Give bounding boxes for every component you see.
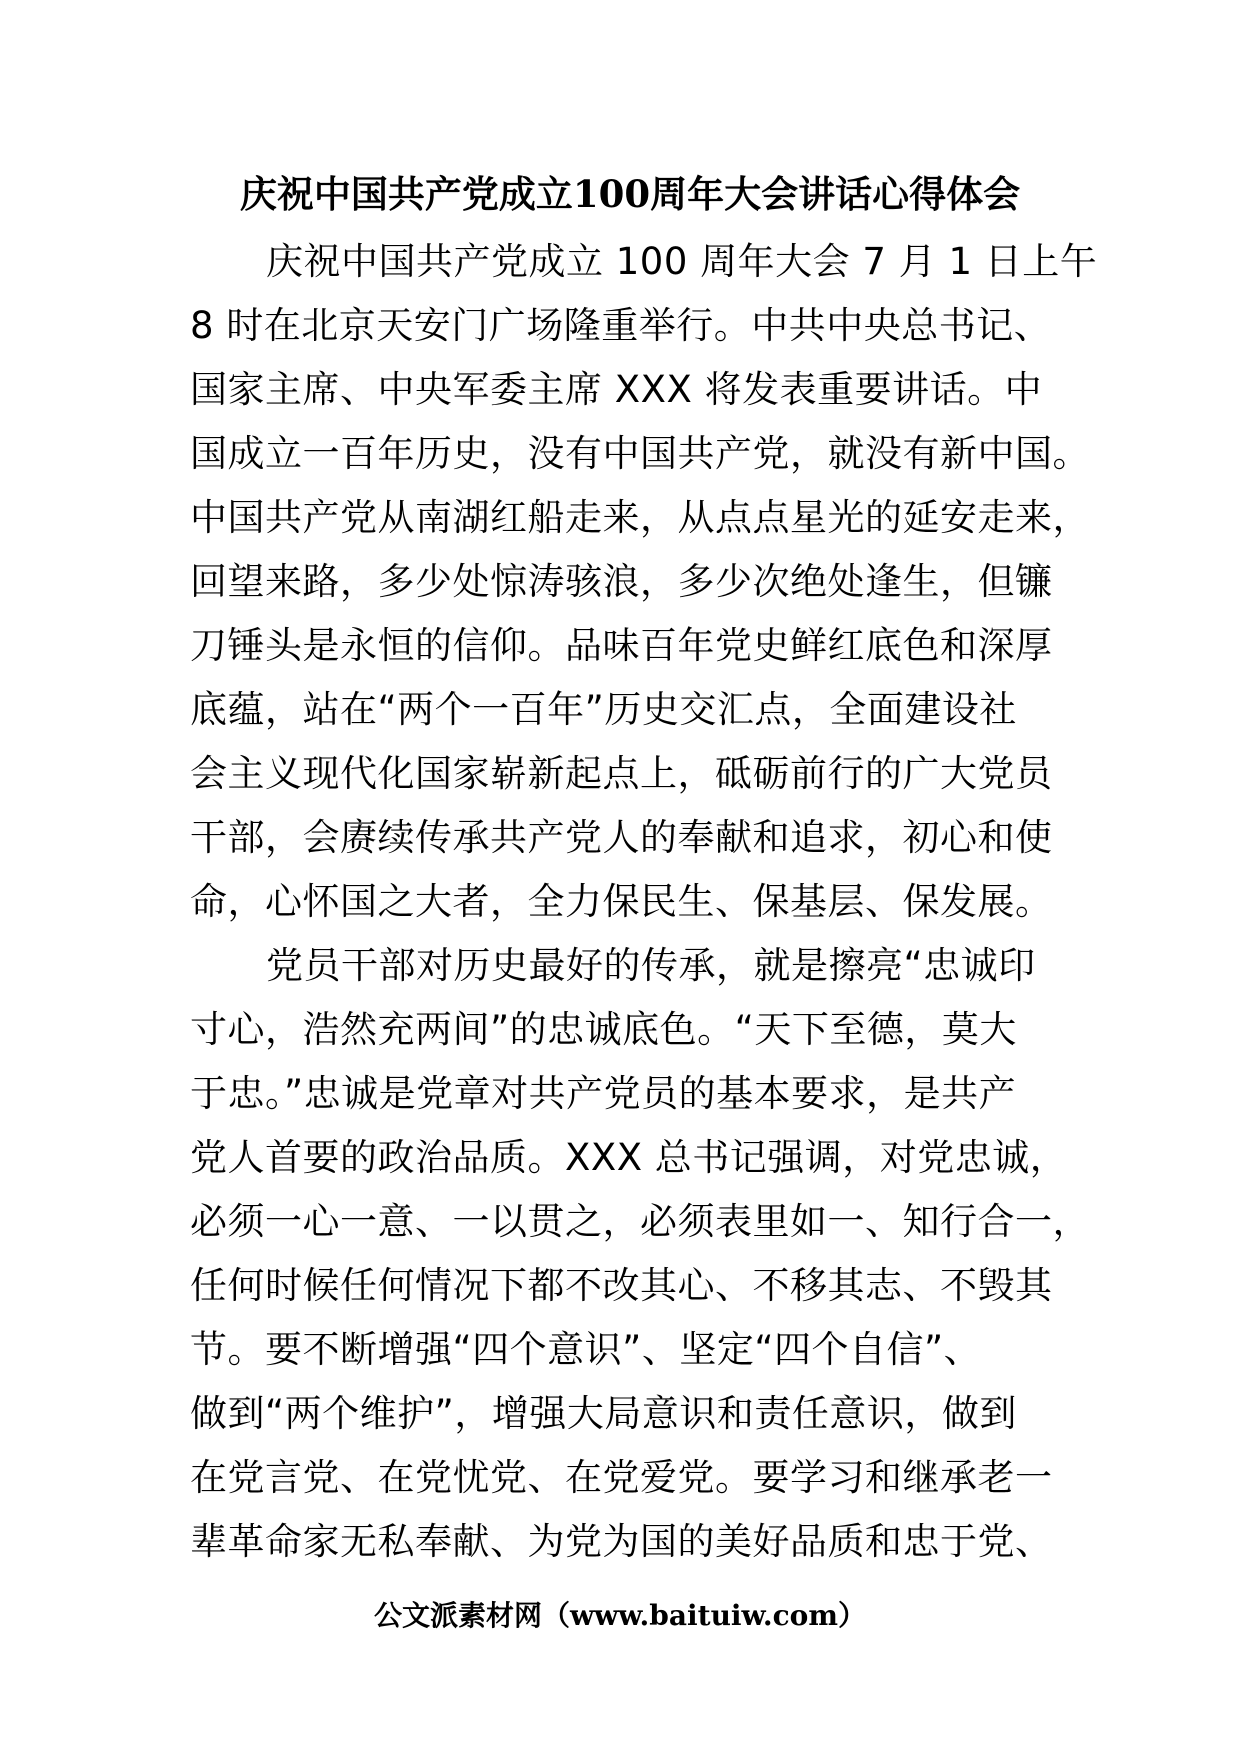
document-title: 庆祝中国共产党成立100周年大会讲话心得体会: [239, 172, 1021, 216]
paragraph-1-line-9: 会主义现代化国家崭新起点上，砥砺前行的广大党员: [190, 752, 1053, 795]
paragraph-1-line-6: 回望来路，多少处惊涛骇浪，多少次绝处逢生，但镰: [190, 560, 1053, 603]
paragraph-2-line-1: 党员干部对历史最好的传承，就是擦亮“忠诚印: [266, 944, 1036, 987]
paragraph-1-line-5: 中国共产党从南湖红船走来，从点点星光的延安走来，: [190, 496, 1090, 539]
paragraph-1-line-2: 8 时在北京天安门广场隆重举行。中共中央总书记、: [190, 304, 1052, 347]
document-body: [190, 230, 1098, 1574]
paragraph-2-line-2: 寸心，浩然充两间”的忠诚底色。“天下至德，莫大: [190, 1008, 1017, 1051]
paragraph-1-line-11: 命，心怀国之大者，全力保民生、保基层、保发展。: [190, 880, 1053, 923]
paragraph-1-line-1: 庆祝中国共产党成立 100 周年大会 7 月 1 日上午: [266, 240, 1098, 283]
paragraph-2-line-8: 做到“两个维护”，增强大局意识和责任意识，做到: [190, 1392, 1017, 1435]
paragraph-1-line-4: 国成立一百年历史，没有中国共产党，就没有新中国。: [190, 432, 1090, 475]
paragraph-2-line-6: 任何时候任何情况下都不改其心、不移其志、不毁其: [190, 1264, 1053, 1307]
paragraph-2-line-9: 在党言党、在党忧党、在党爱党。要学习和继承老一: [190, 1456, 1053, 1499]
footer-watermark: 公文派素材网（www.baituiw.com）: [374, 1599, 866, 1632]
paragraph-2-line-4: 党人首要的政治品质。XXX 总书记强调，对党忠诚，: [190, 1136, 1068, 1179]
paragraph-2-line-7: 节。要不断增强“四个意识”、坚定“四个自信”、: [190, 1328, 982, 1371]
paragraph-1-line-3: 国家主席、中央军委主席 XXX 将发表重要讲话。中: [190, 368, 1043, 411]
paragraph-2-line-10: 辈革命家无私奉献、为党为国的美好品质和忠于党、: [190, 1520, 1053, 1563]
paragraph-2-line-3: 于忠。”忠诚是党章对共产党员的基本要求，是共产: [190, 1072, 1017, 1115]
paragraph-2-line-5: 必须一心一意、一以贯之，必须表里如一、知行合一，: [190, 1200, 1090, 1243]
paragraph-1-line-8: 底蕴，站在“两个一百年”历史交汇点，全面建设社: [190, 688, 1017, 731]
paragraph-1-line-10: 干部，会赓续传承共产党人的奉献和追求，初心和使: [190, 816, 1053, 859]
paragraph-1-line-7: 刀锤头是永恒的信仰。品味百年党史鲜红底色和深厚: [190, 624, 1053, 667]
